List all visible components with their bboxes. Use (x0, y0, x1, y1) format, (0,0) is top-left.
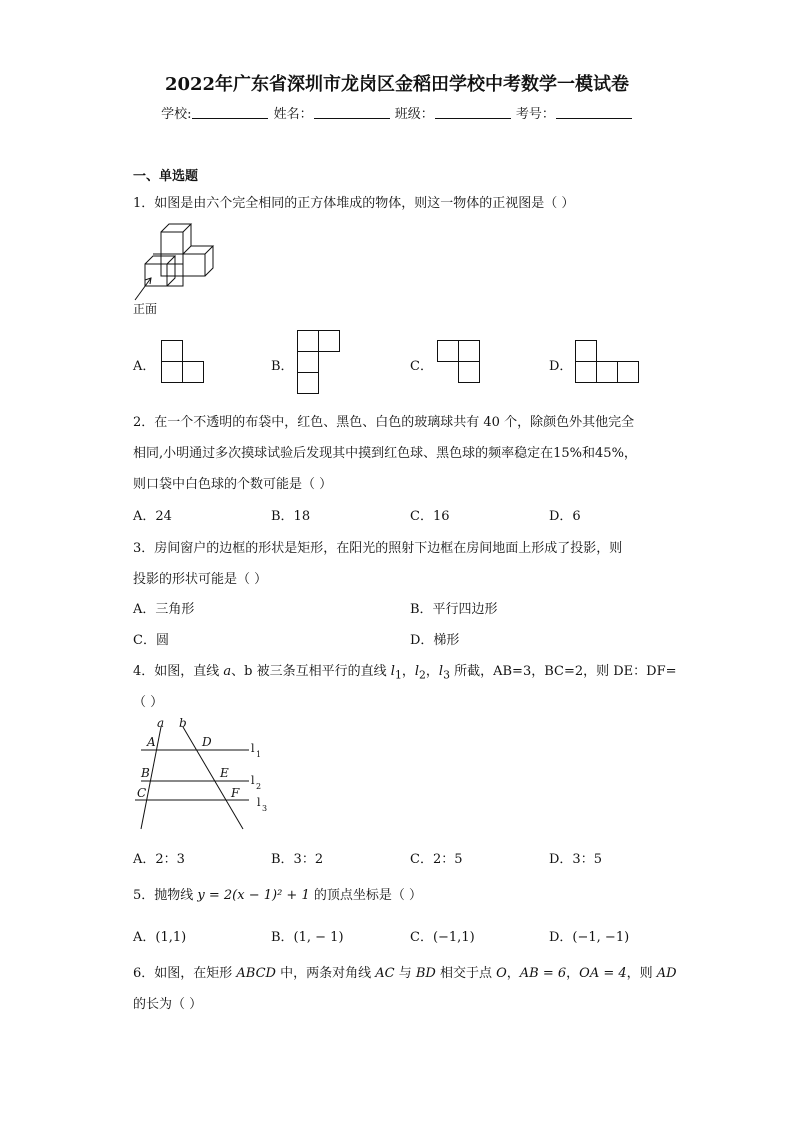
q4-l2: l (414, 664, 420, 679)
q1-option-a[interactable]: A． (133, 359, 156, 374)
q2-line-2: 相同,小明通过多次摸球试验后发现其中摸到红色球、黑色球的频率稳定在15%和45%， (133, 446, 637, 461)
q4-label-F: F (231, 786, 240, 800)
q1-option-d-figure (575, 340, 641, 386)
q4-label-A: A (147, 735, 156, 749)
q4-l1: l (390, 664, 395, 679)
q2-option-b[interactable]: B．18 (271, 509, 311, 524)
q2-line-3: 则口袋中白色球的个数可能是（ ） (133, 477, 333, 492)
q1-front-label: 正面 (133, 302, 158, 316)
q6-ac: AC (375, 966, 395, 981)
q4-line-2: （ ） (133, 695, 164, 710)
q5-option-a[interactable]: A．(1,1) (133, 930, 187, 945)
school-blank[interactable] (192, 106, 268, 119)
q1-option-c[interactable]: C． (410, 359, 433, 374)
school-label: 学校: (161, 107, 192, 122)
q1-cube-figure (133, 220, 223, 315)
q3-option-a[interactable]: A．三角形 (133, 602, 195, 617)
class-label: 班级： (394, 107, 434, 122)
number-label: 考号： (515, 107, 555, 122)
q6-text: ，则 (626, 966, 657, 981)
q5-option-d[interactable]: D．(−1, −1) (549, 930, 630, 945)
q6-text: ， (506, 966, 520, 981)
section-title: 一、单选题 (133, 169, 199, 184)
q4-label-l3-sub: 3 (262, 804, 268, 813)
q6-text: ， (566, 966, 580, 981)
q4-label-D: D (202, 735, 212, 749)
q1-option-b-figure (297, 330, 343, 396)
q1-option-b[interactable]: B． (271, 359, 294, 374)
q6-text: 与 (394, 966, 416, 981)
q6-ab: AB = 6 (519, 966, 567, 981)
q4-sep: ， (401, 664, 415, 679)
name-blank[interactable] (314, 106, 390, 119)
q5-stem (133, 884, 422, 903)
q6-o: O (496, 966, 507, 981)
q4-l2-sub: 2 (419, 668, 426, 682)
q4-label-l2: l (251, 774, 255, 787)
q4-label-E: E (220, 766, 229, 780)
q6-text: 中，两条对角线 (275, 966, 376, 981)
q3-line-1: 3．房间窗户的边框的形状是矩形，在阳光的照射下边框在房间地面上形成了投影，则 (133, 541, 623, 556)
page-title: 2022年广东省深圳市龙岗区金稻田学校中考数学一模试卷 (164, 74, 630, 95)
q4-var-a: a (223, 664, 232, 679)
q4-l3: l (438, 664, 444, 679)
q5-option-b[interactable]: B．(1, − 1) (271, 930, 344, 945)
q3-line-2: 投影的形状可能是（ ） (133, 572, 268, 587)
q2-option-a[interactable]: A．24 (133, 509, 172, 524)
q4-label-l3: l (257, 796, 261, 809)
q3-option-d[interactable]: D．梯形 (410, 633, 460, 648)
q4-option-d[interactable]: D．3：5 (549, 852, 602, 867)
q4-option-b[interactable]: B．3：2 (271, 852, 324, 867)
q5-option-c[interactable]: C．(−1,1) (410, 930, 475, 945)
name-label: 姓名： (273, 107, 313, 122)
q5-text: 5．抛物线 (133, 888, 198, 903)
q4-l1-sub: 1 (394, 668, 402, 682)
q6-ad: AD (656, 966, 677, 981)
q4-text: 所截，AB=3，BC=2，则 DE：DF= (449, 664, 677, 679)
q6-abcd: ABCD (236, 966, 276, 981)
q1-option-c-figure (437, 340, 483, 386)
q4-text: 4．如图，直线 (133, 664, 224, 679)
student-info-line (0, 103, 794, 122)
q4-label-a: a (157, 716, 165, 730)
q4-line-1 (133, 660, 677, 682)
q6-line-1 (133, 962, 677, 981)
q4-text: 、b 被三条互相平行的直线 (231, 664, 391, 679)
q3-option-c[interactable]: C．圆 (133, 633, 169, 648)
q5-text: 的顶点坐标是（ ） (309, 888, 422, 903)
q5-formula: y = 2(x − 1)² + 1 (197, 888, 310, 903)
q4-option-a[interactable]: A．2：3 (133, 852, 185, 867)
q2-line-1: 2．在一个不透明的布袋中，红色、黑色、白色的玻璃球共有 40 个，除颜色外其他完全 (133, 415, 635, 430)
q4-sep: ， (425, 664, 439, 679)
class-blank[interactable] (435, 106, 511, 119)
q1-option-a-figure (161, 340, 207, 386)
q6-line-2: 的长为（ ） (133, 997, 203, 1012)
q4-label-B: B (141, 766, 150, 780)
q4-option-c[interactable]: C．2：5 (410, 852, 463, 867)
number-blank[interactable] (556, 106, 632, 119)
q4-label-b: b (179, 716, 187, 730)
q3-option-b[interactable]: B．平行四边形 (410, 602, 498, 617)
q1-option-d[interactable]: D． (549, 359, 573, 374)
q6-bd: BD (415, 966, 436, 981)
q4-label-l2-sub: 2 (256, 782, 262, 791)
q4-label-l1-sub: 1 (256, 750, 262, 759)
q4-label-l1: l (251, 742, 255, 755)
q6-text: 相交于点 (435, 966, 497, 981)
q6-text: 6．如图，在矩形 (133, 966, 237, 981)
q2-option-c[interactable]: C．16 (410, 509, 450, 524)
q2-option-d[interactable]: D．6 (549, 509, 581, 524)
q4-label-C: C (137, 786, 147, 800)
q4-l3-sub: 3 (443, 668, 450, 682)
q6-oa: OA = 4 (579, 966, 627, 981)
q1-stem: 1．如图是由六个完全相同的正方体堆成的物体，则这一物体的正视图是（ ） (133, 196, 575, 211)
q4-parallel-lines-figure (133, 715, 273, 835)
